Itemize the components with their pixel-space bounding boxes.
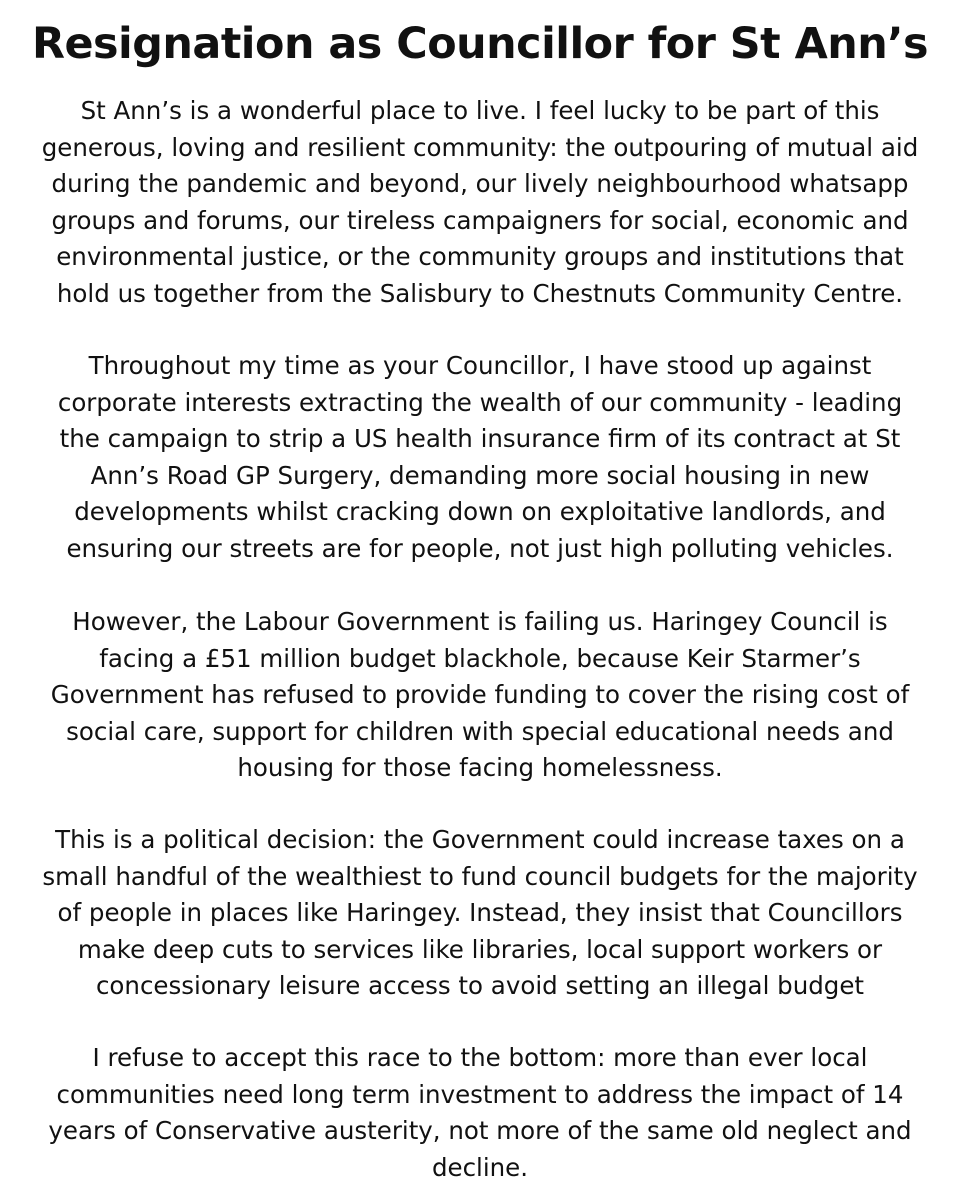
text-line: communities need long term investment to address the impact of 14 [56, 1079, 904, 1109]
text-line: developments whilst cracking down on exploitative landlords, and [74, 497, 886, 527]
paragraph-political-decision [20, 822, 940, 1005]
text-line: hold us together from the Salisbury to Chestnuts Community Centre. [56, 278, 904, 308]
text-line: during the pandemic and beyond, our lively neighbourhood whatsapp [51, 169, 909, 199]
text-line: the campaign to strip a US health insurance firm of its contract at St [59, 424, 901, 454]
text-line: groups and forums, our tireless campaigners for social, economic and [51, 205, 909, 235]
paragraph-record [20, 348, 940, 568]
text-line: make deep cuts to services like libraries, local support workers or [77, 934, 883, 964]
text-line: concessionary leisure access to avoid setting an illegal budget [95, 971, 865, 1001]
text-line: Ann’s Road GP Surgery, demanding more social housing in new [90, 460, 870, 490]
page-title: Resignation as Councillor for St Ann’s [31, 19, 929, 69]
paragraph-community [20, 93, 940, 313]
text-line: St Ann’s is a wonderful place to live. I feel lucky to be part of this [80, 96, 880, 125]
text-line: social care, support for children with special educational needs and [66, 716, 894, 746]
text-line: small handful of the wealthiest to fund council budgets for the majority [42, 861, 918, 891]
paragraph-government [20, 604, 940, 787]
text-line: corporate interests extracting the wealth of our community - leading [57, 387, 903, 417]
text-line: However, the Labour Government is failing us. Haringey Council is [72, 607, 888, 636]
paragraph-refusal [20, 1040, 940, 1186]
text-line: facing a £51 million budget blackhole, because Keir Starmer’s [99, 643, 861, 673]
text-line: ensuring our streets are for people, not just high polluting vehicles. [66, 533, 894, 563]
text-line: decline. [431, 1152, 529, 1182]
text-line: Throughout my time as your Councillor, I have stood up against [88, 351, 872, 380]
text-line: I refuse to accept this race to the bottom: more than ever local [92, 1043, 868, 1072]
text-line: generous, loving and resilient community: the outpouring of mutual aid [41, 132, 919, 162]
text-line: This is a political decision: the Government could increase taxes on a [55, 825, 905, 854]
text-line: Government has refused to provide funding to cover the rising cost of [50, 680, 910, 710]
text-line: years of Conservative austerity, not more of the same old neglect and [48, 1116, 912, 1146]
text-line: of people in places like Haringey. Instead, they insist that Councillors [57, 898, 903, 928]
text-line: housing for those facing homelessness. [237, 753, 723, 783]
text-line: environmental justice, or the community groups and institutions that [56, 242, 904, 272]
